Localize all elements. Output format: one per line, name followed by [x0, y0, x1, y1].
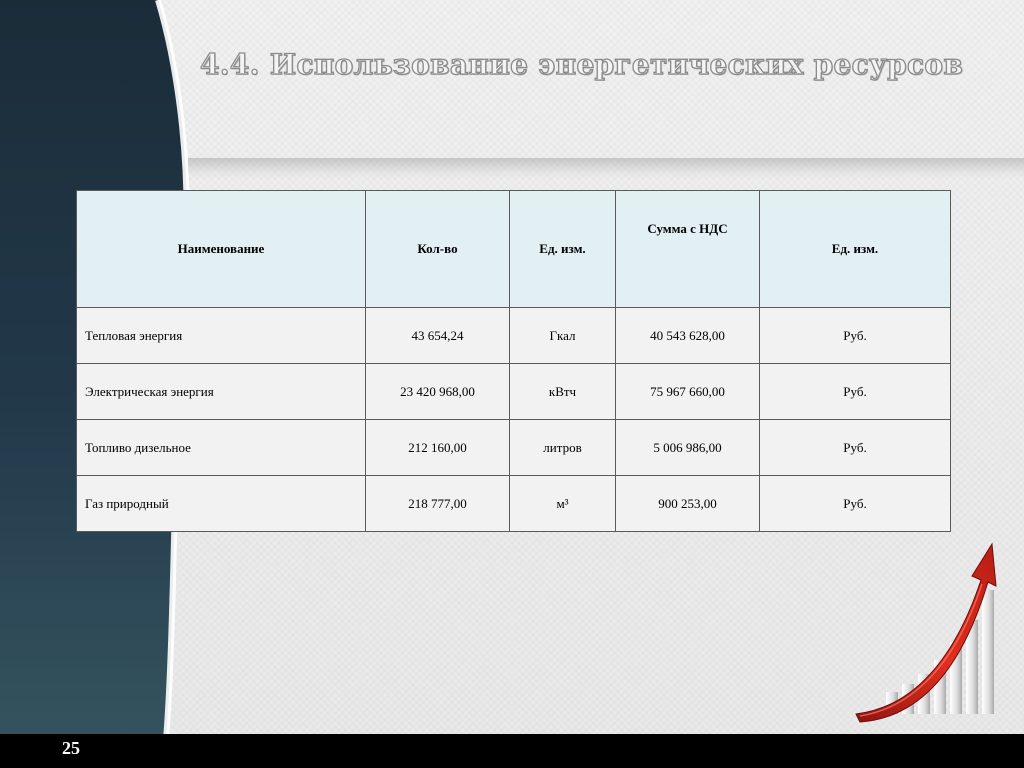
header-quantity: Кол-во: [366, 191, 510, 308]
cell-unit: Гкал: [510, 308, 616, 364]
slide-title: 4.4. Использование энергетических ресурсов: [200, 48, 964, 81]
cell-quantity: 23 420 968,00: [366, 364, 510, 420]
table-row: [77, 420, 951, 476]
header-unit: Ед. изм.: [510, 191, 616, 308]
cell-sum: 40 543 628,00: [616, 308, 760, 364]
cell-name: Тепловая энергия: [77, 308, 366, 364]
cell-sum: 75 967 660,00: [616, 364, 760, 420]
rising-arrow-bar-chart-icon: [846, 540, 1006, 730]
cell-currency: Руб.: [760, 308, 951, 364]
footer-bar: [0, 734, 1024, 768]
resources-table: [76, 190, 951, 532]
table-row: [77, 364, 951, 420]
cell-currency: Руб.: [760, 420, 951, 476]
cell-name: Топливо дизельное: [77, 420, 366, 476]
cell-sum: 5 006 986,00: [616, 420, 760, 476]
page-number: 25: [62, 738, 80, 758]
cell-quantity: 212 160,00: [366, 420, 510, 476]
table-row: [77, 476, 951, 532]
cell-unit: м³: [510, 476, 616, 532]
table-header-row: [77, 191, 951, 308]
title-divider-band: [188, 158, 1024, 180]
cell-quantity: 218 777,00: [366, 476, 510, 532]
cell-currency: Руб.: [760, 364, 951, 420]
header-name: Наименование: [77, 191, 366, 308]
cell-name: Газ природный: [77, 476, 366, 532]
cell-name: Электрическая энергия: [77, 364, 366, 420]
table-row: [77, 308, 951, 364]
cell-quantity: 43 654,24: [366, 308, 510, 364]
resources-table-container: [76, 190, 951, 532]
cell-currency: Руб.: [760, 476, 951, 532]
cell-unit: кВтч: [510, 364, 616, 420]
cell-unit: литров: [510, 420, 616, 476]
header-sum-vat: Сумма с НДС: [616, 191, 760, 308]
cell-sum: 900 253,00: [616, 476, 760, 532]
header-currency-unit: Ед. изм.: [760, 191, 951, 308]
